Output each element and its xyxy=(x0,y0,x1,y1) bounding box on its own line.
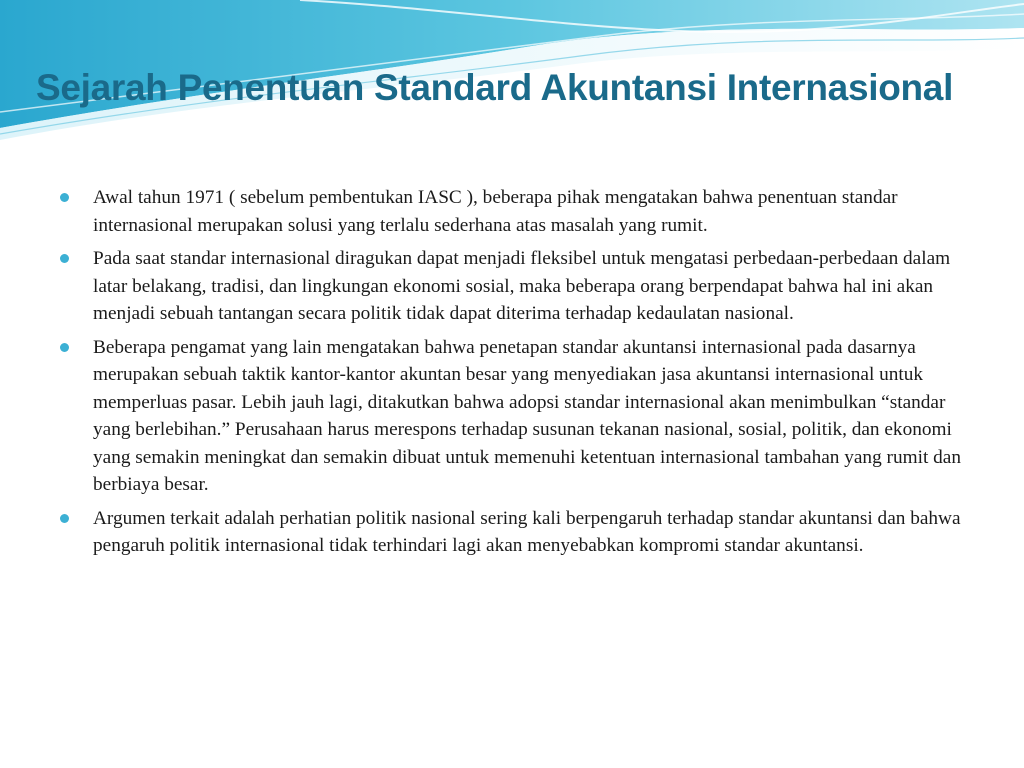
bullet-text: Pada saat standar internasional diragukan dapat menjadi fleksibel untuk mengatasi perbedaan-perbedaan dalam latar belakang, tradisi, dan lingkungan ekonomi sosial, maka beberapa orang berpendapat bahwa hal ini akan menjadi sebuah tantangan secara politik tidak dapat diterima terhadap kedaulatan nasional. xyxy=(93,248,951,324)
bullet-text: Argumen terkait adalah perhatian politik nasional sering kali berpengaruh terhadap standar akuntansi dan bahwa pengaruh politik internasional tidak terhindari lagi akan menyebabkan kompromi standar akuntansi. xyxy=(93,507,961,556)
bullet-item xyxy=(60,505,965,560)
bullet-item xyxy=(60,334,965,499)
bullet-item xyxy=(60,245,965,328)
bullet-dot-icon xyxy=(60,514,69,523)
bullet-text: Beberapa pengamat yang lain mengatakan bahwa penetapan standar akuntansi internasional pada dasarnya merupakan sebuah taktik kantor-kantor akuntan besar yang menyediakan jasa akuntansi internasional untuk memperluas pasar. Lebih jauh lagi, ditakutkan bahwa adopsi standar internasional akan menimbulkan “standar yang berlebihan.” Perusahaan harus merespons terhadap susunan tekanan nasional, sosial, politik, dan ekonomi yang semakin meningkat dan semakin dibuat untuk memenuhi ketentuan internasional tambahan yang rumit dan berbiaya besar. xyxy=(93,336,961,495)
slide-title: Sejarah Penentuan Standard Akuntansi Internasional xyxy=(36,67,954,108)
bullet-dot-icon xyxy=(60,193,69,202)
bullet-dot-icon xyxy=(60,343,69,352)
bullet-dot-icon xyxy=(60,254,69,263)
bullet-text: Awal tahun 1971 ( sebelum pembentukan IASC ), beberapa pihak mengatakan bahwa penentuan standar internasional merupakan solusi yang terlalu sederhana atas masalah yang rumit. xyxy=(93,187,898,236)
bullet-item xyxy=(60,184,965,239)
bullet-list xyxy=(60,184,965,566)
